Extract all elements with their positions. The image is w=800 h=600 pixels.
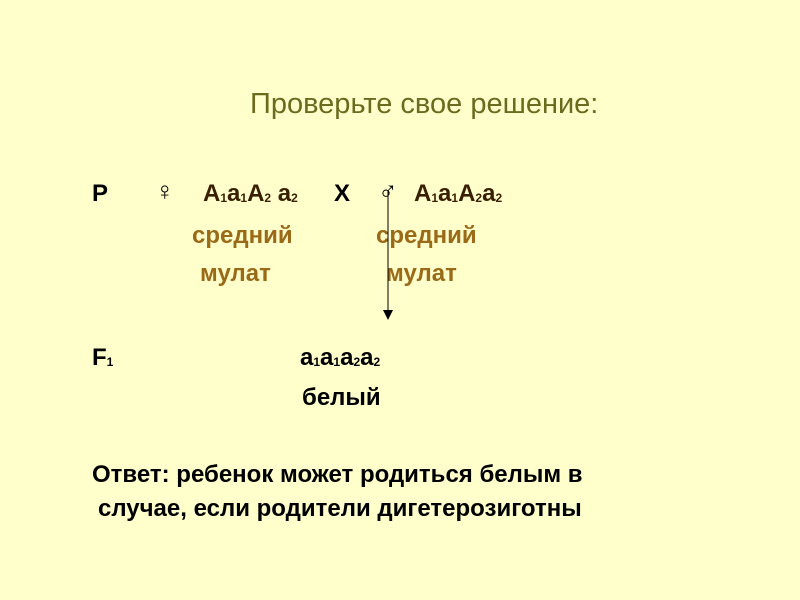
parents-label: P: [92, 180, 109, 207]
gene-index: 1: [220, 191, 228, 205]
gene: A: [203, 180, 221, 207]
female-phenotype-line2: мулат: [200, 260, 271, 287]
male-symbol: ♂: [378, 176, 398, 206]
f1-phenotype: белый: [302, 384, 381, 411]
gene-index: 2: [373, 355, 381, 369]
gene-index: 2: [495, 191, 503, 205]
gene: a: [438, 180, 452, 207]
gene: A: [247, 180, 265, 207]
female-phenotype-line1: средний: [192, 222, 293, 249]
gene-index: 1: [451, 191, 459, 205]
female-symbol: ♀: [155, 176, 175, 206]
gene-index: 1: [431, 191, 439, 205]
cross-symbol: X: [334, 180, 351, 207]
gene-index: 2: [475, 191, 483, 205]
gene: a: [271, 180, 292, 207]
gene: a: [320, 344, 334, 371]
gene: a: [340, 344, 354, 371]
gene-index: 1: [313, 355, 321, 369]
gene-index: 1: [333, 355, 341, 369]
f1-index: 1: [106, 355, 114, 369]
gene-index: 2: [353, 355, 361, 369]
f1-letter: F: [92, 344, 107, 371]
f1-genotype: [300, 344, 380, 372]
gene: A: [414, 180, 432, 207]
answer-line2: случае, если родители дигетерозиготны: [98, 495, 582, 522]
male-phenotype-line2: мулат: [386, 260, 457, 287]
gene-index: 2: [291, 191, 298, 205]
gene-index: 1: [240, 191, 248, 205]
gene: a: [360, 344, 374, 371]
down-arrow-icon: [380, 188, 396, 322]
gene: A: [458, 180, 476, 207]
gene: a: [227, 180, 241, 207]
f1-label: [92, 344, 113, 372]
gene: a: [300, 344, 314, 371]
slide-title: Проверьте свое решение:: [250, 88, 599, 120]
male-genotype: [414, 180, 502, 208]
male-phenotype-line1: средний: [376, 222, 477, 249]
gene: a: [482, 180, 496, 207]
gene-index: 2: [264, 191, 272, 205]
female-genotype: [203, 180, 298, 208]
answer-line1: Ответ: ребенок может родиться белым в: [92, 461, 583, 488]
